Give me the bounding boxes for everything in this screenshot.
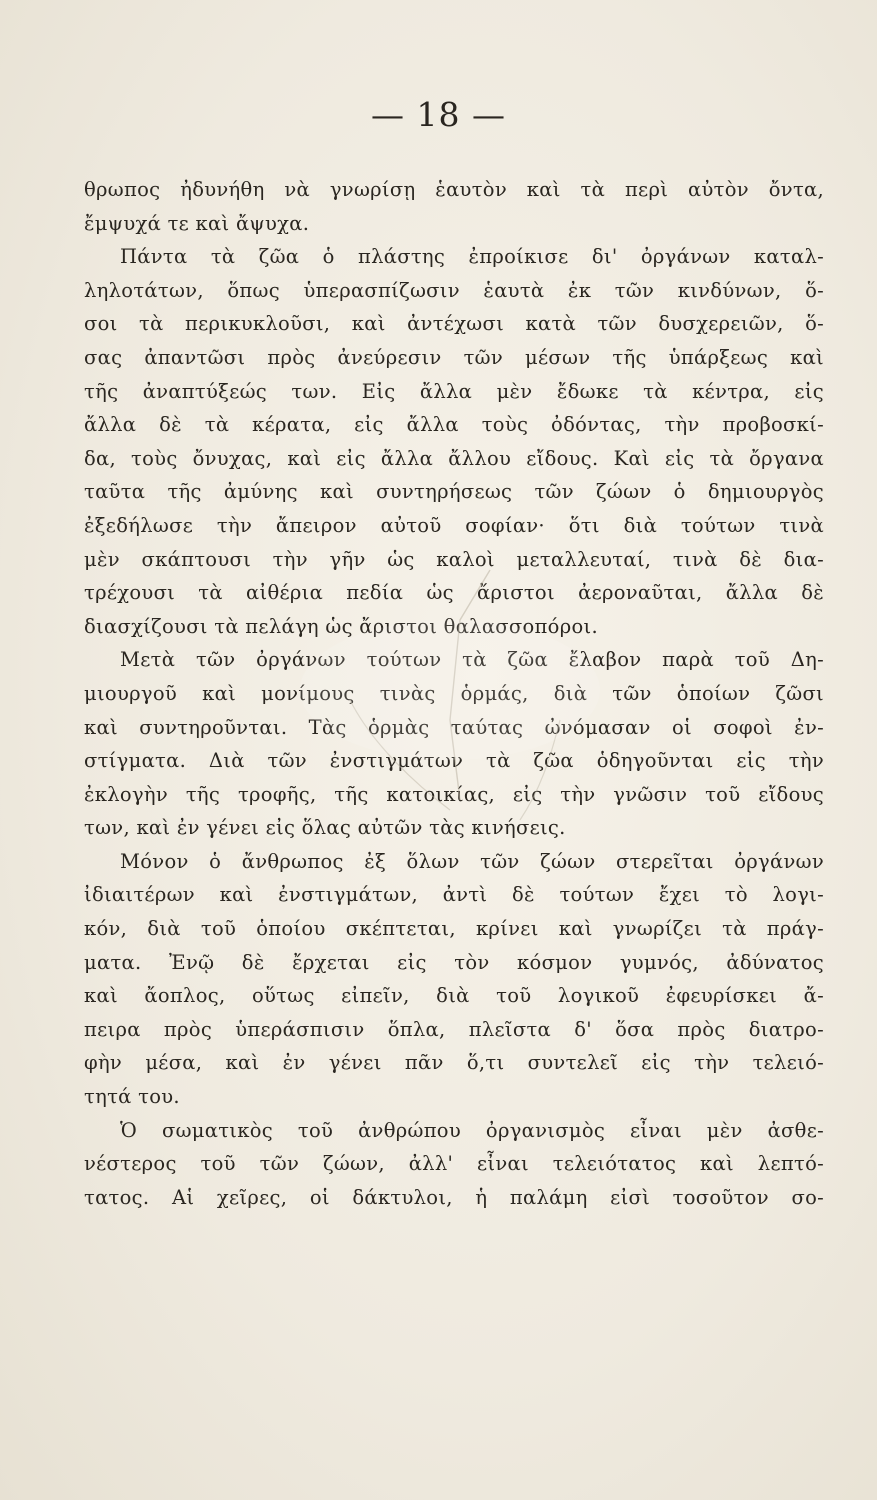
text-line: Ὁ σωματικὸς τοῦ ἀνθρώπου ὀργανισμὸς εἶναι μὲν ἀσθε- — [120, 1118, 824, 1142]
text-line: ληλοτάτων, ὅπως ὑπερασπίζωσιν ἑαυτὰ ἐκ τῶν κινδύνων, ὅ- — [84, 278, 824, 302]
text-line: τῆς ἀναπτύξεώς των. Εἰς ἄλλα μὲν ἔδωκε τὰ κέντρα, εἰς — [84, 379, 824, 403]
text-line: ματα. Ἐνῷ δὲ ἔρχεται εἰς τὸν κόσμον γυμνός, ἀδύνατος — [84, 950, 824, 974]
body-text — [84, 173, 824, 1214]
text-line: μὲν σκάπτουσι τὴν γῆν ὡς καλοὶ μεταλλευταί, τινὰ δὲ δια- — [84, 547, 824, 571]
text-line: τατος. Αἱ χεῖρες, οἱ δάκτυλοι, ἡ παλάμη εἰσὶ τοσοῦτον σο- — [84, 1185, 824, 1209]
text-line: κόν, διὰ τοῦ ὁποίου σκέπτεται, κρίνει καὶ γνωρίζει τὰ πράγ- — [84, 917, 824, 941]
text-line: ἔμψυχά τε καὶ ἄψυχα. — [84, 211, 310, 235]
text-line: καὶ συντηροῦνται. Τὰς ὁρμὰς ταύτας ὠνόμασαν οἱ σοφοὶ ἐν- — [84, 715, 824, 739]
text-line: στίγματα. Διὰ τῶν ἐνστιγμάτων τὰ ζῶα ὁδηγοῦνται εἰς τὴν — [84, 749, 824, 773]
text-line: ἰδιαιτέρων καὶ ἐνστιγμάτων, ἀντὶ δὲ τούτων ἔχει τὸ λογι- — [84, 883, 824, 907]
text-line: Μετὰ τῶν ὀργάνων τούτων τὰ ζῶα ἔλαβον παρὰ τοῦ Δη- — [120, 648, 824, 672]
text-line: ἄλλα δὲ τὰ κέρατα, εἰς ἄλλα τοὺς ὀδόντας, τὴν προβοσκί- — [84, 413, 824, 437]
text-line: δα, τοὺς ὄνυχας, καὶ εἰς ἄλλα ἄλλου εἴδους. Καὶ εἰς τὰ ὄργανα — [84, 446, 824, 470]
text-line: σας ἀπαντῶσι πρὸς ἀνεύρεσιν τῶν μέσων τῆς ὑπάρξεως καὶ — [84, 345, 824, 369]
text-line: τρέχουσι τὰ αἰθέρια πεδία ὡς ἄριστοι ἀεροναῦται, ἄλλα δὲ — [84, 581, 824, 605]
text-line: Μόνον ὁ ἄνθρωπος ἐξ ὅλων τῶν ζώων στερεῖται ὀργάνων — [120, 849, 824, 873]
text-line: διασχίζουσι τὰ πελάγη ὡς ἄριστοι θαλασσοπόροι. — [84, 614, 598, 638]
text-line: σοι τὰ περικυκλοῦσι, καὶ ἀντέχωσι κατὰ τῶν δυσχερειῶν, ὅ- — [84, 312, 824, 336]
text-line: νέστερος τοῦ τῶν ζώων, ἀλλ' εἶναι τελειότατος καὶ λεπτό- — [84, 1152, 824, 1176]
text-line: θρωπος ἠδυνήθη νὰ γνωρίσῃ ἑαυτὸν καὶ τὰ περὶ αὐτὸν ὄντα, — [84, 178, 824, 201]
text-line: Πάντα τὰ ζῶα ὁ πλάστης ἐπροίκισε δι' ὀργάνων καταλ- — [120, 245, 824, 269]
text-line: τητά του. — [84, 1085, 180, 1109]
text-line: μιουργοῦ καὶ μονίμους τινὰς ὁρμάς, διὰ τῶν ὁποίων ζῶσι — [84, 681, 824, 705]
text-line: ἐξεδήλωσε τὴν ἄπειρον αὐτοῦ σοφίαν· ὅτι διὰ τούτων τινὰ — [84, 513, 824, 537]
page-number: — 18 — — [371, 95, 506, 134]
text-line: ταῦτα τῆς ἀμύνης καὶ συντηρήσεως τῶν ζώων ὁ δημιουργὸς — [84, 480, 824, 504]
text-line: ἐκλογὴν τῆς τροφῆς, τῆς κατοικίας, εἰς τὴν γνῶσιν τοῦ εἴδους — [84, 782, 824, 806]
text-line: πειρα πρὸς ὑπεράσπισιν ὅπλα, πλεῖστα δ' ὅσα πρὸς διατρο- — [84, 1017, 824, 1041]
text-line: φὴν μέσα, καὶ ἐν γένει πᾶν ὅ,τι συντελεῖ εἰς τὴν τελειό- — [84, 1051, 824, 1075]
text-line: καὶ ἄοπλος, οὕτως εἰπεῖν, διὰ τοῦ λογικοῦ ἐφευρίσκει ἄ- — [84, 984, 824, 1008]
text-line: των, καὶ ἐν γένει εἰς ὅλας αὐτῶν τὰς κινήσεις. — [84, 816, 566, 840]
